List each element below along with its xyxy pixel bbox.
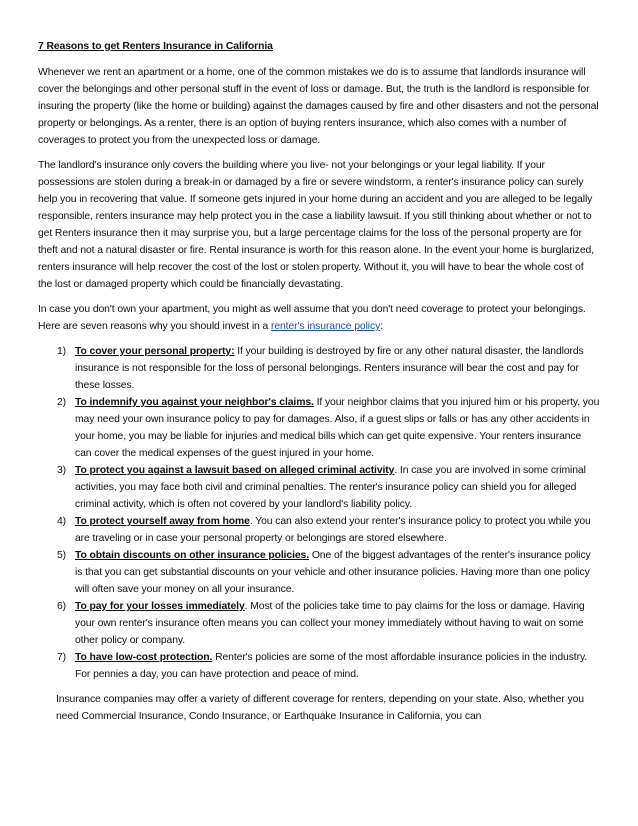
list-item-text: One of the biggest advantages of the renter's insurance policy is that you can get substantial discounts on your vehicle and other insurance policies. Having more than one policy will often save your money on all your insurance. <box>75 550 591 595</box>
list-item-text: . Most of the policies take time to pay claims for the loss or damage. Having your own renter's insurance often means you can collect your money immediately without having to wait on some other policy or company. <box>75 601 585 646</box>
list-item-text: If your neighbor claims that you injured him or his property, you may need your own insurance policy to pay for damages. Also, if a guest slips or falls or has any other accidents in your home, you may be liable for injuries and medical bills which can get quite expensive. Your renters insurance can cover the medical expenses of the guest injured in your home. <box>75 397 600 459</box>
list-item <box>38 462 600 513</box>
list-item-number: 5) <box>57 550 67 561</box>
list-item-number: 1) <box>57 346 67 357</box>
list-item-text: . In case you are involved in some criminal activities, you may face both civil and criminal penalties. The renter's insurance policy can shield you for alleged criminal activity, which is often not covered by your landlord's liability policy. <box>75 465 586 510</box>
list-item <box>38 343 600 394</box>
list-item-lead: To protect yourself away from home <box>75 516 250 527</box>
reasons-intro-text: In case you don't own your apartment, you might as well assume that you don't need coverage to protect your belongings. Here are seven reasons why you should invest in a <box>38 304 586 332</box>
list-item-number: 6) <box>57 601 67 612</box>
list-item-text: . You can also extend your renter's insurance policy to protect you while you are traveling or in case your personal property or belongings are stored elsewhere. <box>75 516 591 544</box>
list-item-text: If your building is destroyed by fire or any other natural disaster, the landlords insurance is not responsible for the loss of personal belongings. Renters insurance will bear the cost and pay for these losses. <box>75 346 584 391</box>
list-item-lead: To protect you against a lawsuit based on alleged criminal activity <box>75 465 395 476</box>
list-item-lead: To have low-cost protection. <box>75 652 213 663</box>
coverage-paragraph: The landlord's insurance only covers the building where you live- not your belongings or your legal liability. If your possessions are stolen during a break-in or damaged by a fire or severe windstorm, a renter's insurance policy can surely help you in recovering that value. If someone gets injured in your home during an accident and you are alleged to be legally responsible, renters insurance may help protect you in the case a liability lawsuit. If you still thinking about whether or not to get Renters insurance then it may surprise you, but a large percentage claims for the loss of the personal property are for theft and not a natural disaster or fire. Rental insurance is worth for this reason alone. In the event your home is burglarized, renters insurance will help recover the cost of the lost or stolen property. Without it, you will have to bear the whole cost of the lost or damaged property which could be financially devastating. <box>38 160 595 290</box>
list-item-number: 2) <box>57 397 67 408</box>
reasons-intro-paragraph <box>38 301 600 335</box>
list-item <box>38 649 600 683</box>
list-item-lead: To indemnify you against your neighbor's claims. <box>75 397 314 408</box>
list-item-number: 3) <box>57 465 67 476</box>
list-item-text: Renter's policies are some of the most affordable insurance policies in the industry. For pennies a day, you can have protection and peace of mind. <box>75 652 588 680</box>
list-item-number: 7) <box>57 652 67 663</box>
intro-paragraph: Whenever we rent an apartment or a home, one of the common mistakes we do is to assume that landlords insurance will cover the belongings and other personal stuff in the event of loss or damage. But, the truth is the landlord is responsible for insuring the property (like the home or building) against the damages caused by fire and other disasters and not the personal property or belongings. As a renter, there is an option of buying renters insurance, which also comes with a number of coverages to protect you from the unexpected loss or damage. <box>38 67 599 146</box>
reasons-intro-colon: : <box>380 321 383 332</box>
list-item <box>38 394 600 462</box>
list-item <box>38 547 600 598</box>
list-item <box>38 513 600 547</box>
closing-paragraph: Insurance companies may offer a variety of different coverage for renters, depending on your state. Also, whether you need Commercial Insurance, Condo Insurance, or Earthquake Insurance in California, you can <box>56 694 584 722</box>
list-item-number: 4) <box>57 516 67 527</box>
reasons-list <box>38 343 600 683</box>
list-item-lead: To cover your personal property: <box>75 346 235 357</box>
list-item-lead: To obtain discounts on other insurance policies. <box>75 550 310 561</box>
list-item <box>38 598 600 649</box>
renters-insurance-policy-link[interactable]: renter's insurance policy <box>270 321 381 332</box>
document-title: 7 Reasons to get Renters Insurance in California <box>38 41 273 52</box>
list-item-lead: To pay for your losses immediately <box>75 601 245 612</box>
document-page <box>38 38 600 725</box>
